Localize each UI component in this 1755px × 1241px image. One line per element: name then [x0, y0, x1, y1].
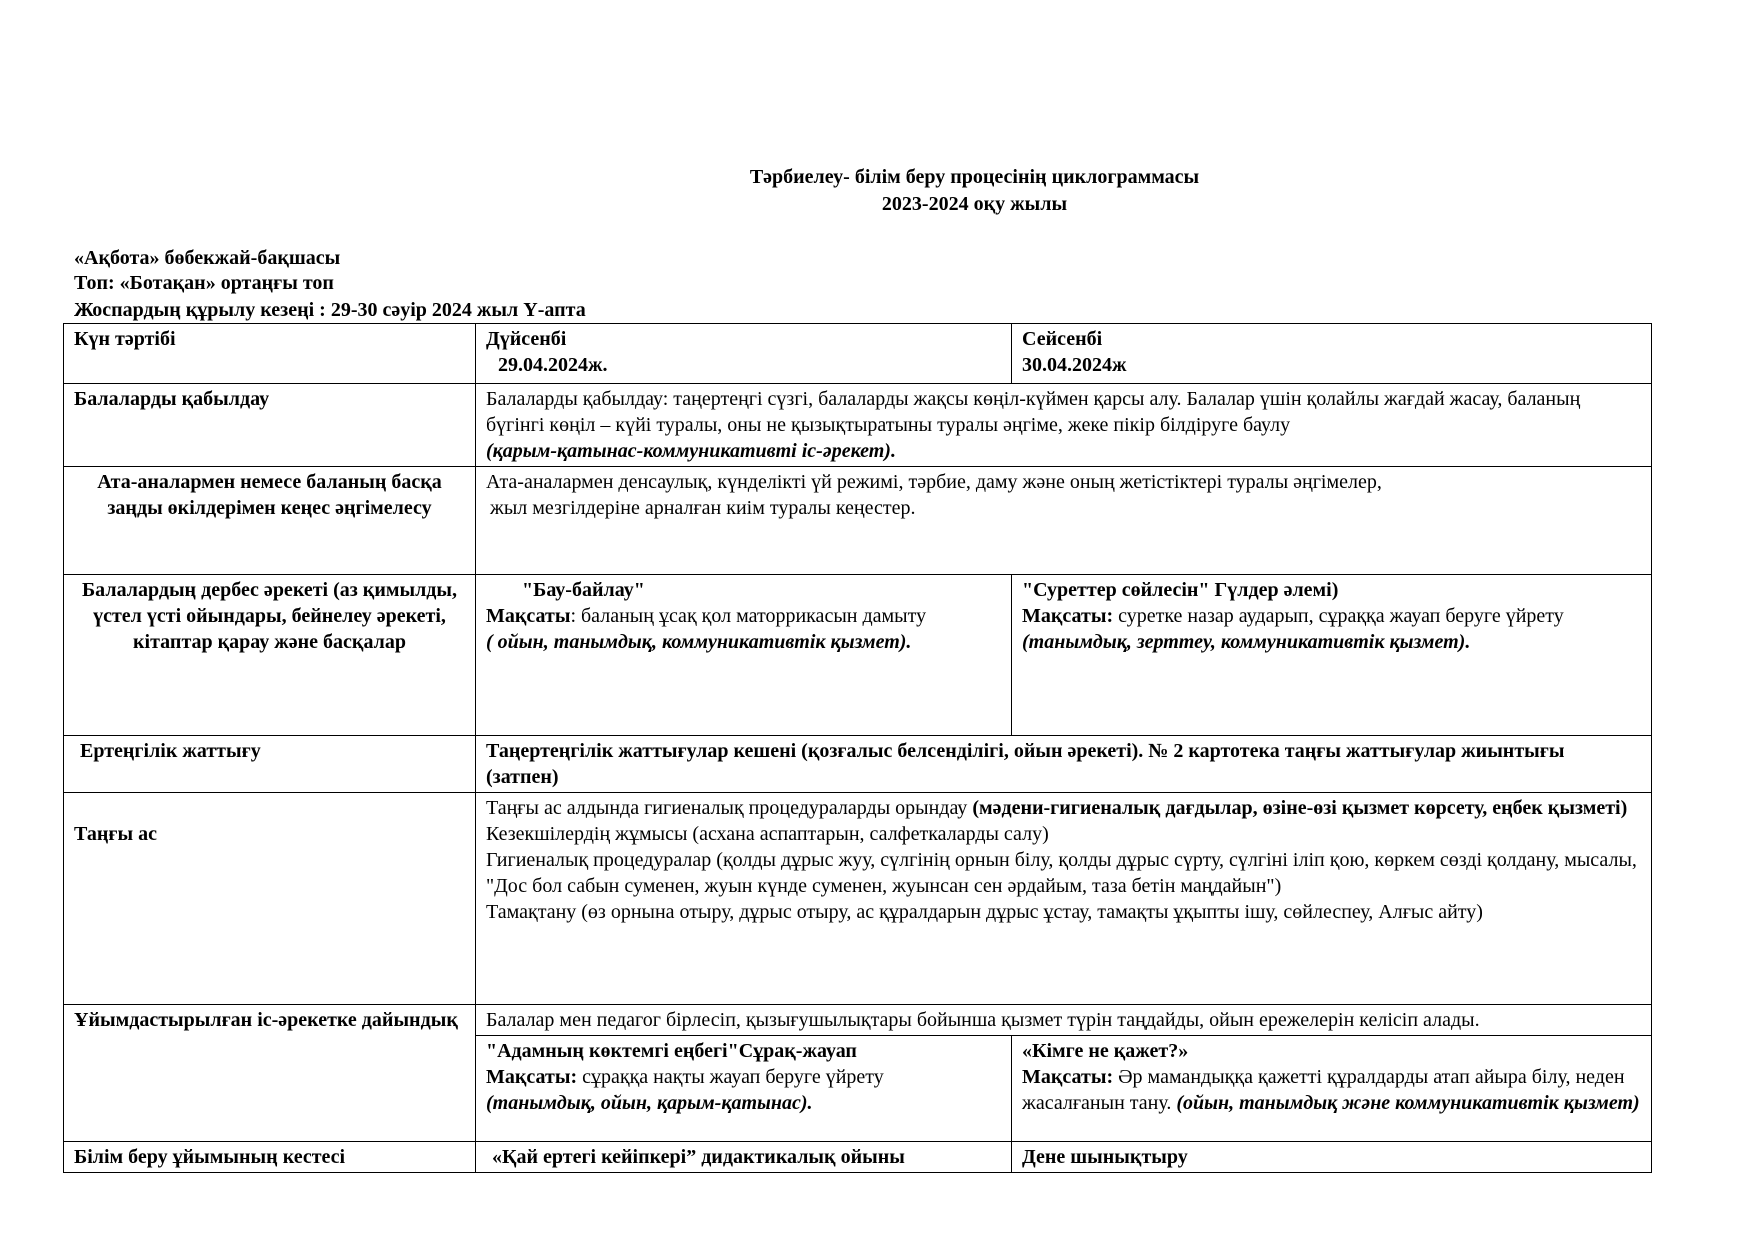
- goal-label: Мақсаты:: [1022, 605, 1114, 627]
- parents-line2: жыл мезгілдеріне арналған киім туралы кеңестер.: [490, 497, 916, 519]
- exercise-content: Таңертеңгілік жаттығулар кешені (қозғалыс белсенділігі, ойын әрекеті). № 2 картотека таңғы жаттығулар жиынтығы (затпен): [476, 736, 1652, 793]
- tuesday-label: Сейсенбі: [1022, 328, 1103, 350]
- preparation-monday: [476, 1036, 1012, 1142]
- preparation-tuesday-goal: [1022, 1064, 1641, 1116]
- breakfast-p3: Гигиеналық процедуралар (қолды дұрыс жуу, сүлгінің орнын білу, қолды дұрыс сүрту, сүлгіні іліп қою, көркем сөзді қолдану, мысалы, "Дос бол сабын суменен, жуын күнде суменен, жуынсан сен әрдайым, таза бетін маңдайын"): [486, 849, 1637, 897]
- breakfast-p1: [486, 795, 1641, 821]
- independent-monday-goal: [486, 603, 1001, 629]
- goal-text: Әр мамандыққа қажетті құралдарды атап айыра білу, неден жасалғанын тану.: [1022, 1066, 1625, 1114]
- table-row: [64, 384, 1652, 467]
- table-row: [64, 467, 1652, 575]
- parents-line1: Ата-аналармен денсаулық, күнделікті үй режимі, тәрбие, даму және оның жетістіктері туралы әңгімелер,: [486, 471, 1382, 493]
- header-daily-routine: Күн тәртібі: [64, 324, 476, 384]
- reception-content: [476, 384, 1652, 467]
- preparation-tuesday-title: «Кімге не қажет?»: [1022, 1040, 1189, 1062]
- preparation-monday-goal: [486, 1064, 1001, 1090]
- preparation-tuesday-activity: (ойын, танымдық және коммуникативтік қызмет): [1176, 1092, 1640, 1114]
- parents-label: Ата-аналармен немесе баланың басқа заңды өкілдерімен кеңес әңгімелесу: [64, 467, 476, 575]
- schedule-tuesday: Дене шынықтыру: [1012, 1142, 1652, 1173]
- monday-label: Дүйсенбі: [486, 328, 567, 350]
- independent-monday-title: "Бау-байлау": [522, 579, 645, 601]
- breakfast-p1-bold: (мәдени-гигиеналық дағдылар, өзіне-өзі қызмет көрсету, еңбек қызметі): [972, 797, 1628, 819]
- parents-content: [476, 467, 1652, 575]
- goal-label: Мақсаты:: [486, 1066, 578, 1088]
- independent-tuesday-goal: [1022, 603, 1641, 629]
- goal-label: Мақсаты: [486, 605, 571, 627]
- preparation-label: Ұйымдастырылған іс-әрекетке дайындық: [64, 1005, 476, 1142]
- breakfast-content: [476, 793, 1652, 1005]
- header-monday: [476, 324, 1012, 384]
- breakfast-label: Таңғы ас: [64, 793, 476, 1005]
- tuesday-date: 30.04.2024ж: [1022, 354, 1127, 376]
- reception-label: Балаларды қабылдау: [64, 384, 476, 467]
- independent-tuesday-activity: (танымдық, зерттеу, коммуникативтік қызмет).: [1022, 631, 1471, 653]
- schedule-monday: «Қай ертегі кейіпкері” дидактикалық ойыны: [476, 1142, 1012, 1173]
- independent-monday: [476, 575, 1012, 736]
- preparation-tuesday: [1012, 1036, 1652, 1142]
- table-row: [64, 793, 1652, 1005]
- exercise-label: Ертеңгілік жаттығу: [64, 736, 476, 793]
- goal-text: суретке назар аударып, сұраққа жауап беруге үйрету: [1113, 605, 1564, 627]
- independent-tuesday-title: "Суреттер сөйлесін" Гүлдер әлемі): [1022, 579, 1339, 601]
- reception-text: Балаларды қабылдау: таңертеңгі сүзгі, балаларды жақсы көңіл-күймен қарсы алу. Балалар үшін қолайлы жағдай жасау, баланың бүгінгі көңіл – күйі туралы, оны не қызықтыратыны туралы әңгіме, жеке пікір білдіруге баулу: [486, 388, 1581, 436]
- preparation-common: Балалар мен педагог бірлесіп, қызығушылықтары бойынша қызмет түрін таңдайды, ойын ережелерін келісіп алады.: [476, 1005, 1652, 1036]
- independent-monday-activity: ( ойын, танымдық, коммуникативтік қызмет).: [486, 631, 912, 653]
- table-row: [64, 575, 1652, 736]
- reception-activity: (қарым-қатынас-коммуникативті іс-әрекет).: [486, 440, 896, 462]
- breakfast-p2: Кезекшілердің жұмысы (асхана аспаптарын, салфеткаларды салу): [486, 823, 1049, 845]
- document-title: Тәрбиелеу- білім беру процесінің циклограммасы: [749, 166, 1200, 188]
- plan-period: Жоспардың құрылу кезеңі : 29-30 сәуір 2024 жыл Ү-апта: [74, 299, 586, 321]
- goal-label: Мақсаты:: [1022, 1066, 1114, 1088]
- breakfast-p1-text: Таңғы ас алдында гигиеналық процедураларды орындау: [486, 797, 973, 819]
- group-name: Топ: «Ботақан» ортаңғы топ: [74, 272, 334, 294]
- table-row: [64, 736, 1652, 793]
- schedule-label: Білім беру ұйымының кестесі: [64, 1142, 476, 1173]
- preparation-monday-title: "Адамның көктемгі еңбегі"Сұрақ-жауап: [486, 1040, 857, 1062]
- table-row: [64, 1142, 1652, 1173]
- independent-tuesday: [1012, 575, 1652, 736]
- header-tuesday: [1012, 324, 1652, 384]
- monday-date: 29.04.2024ж.: [498, 354, 608, 376]
- table-row: [64, 1005, 1652, 1036]
- cyclogram-table: [63, 323, 1652, 1173]
- breakfast-p4: Тамақтану (өз орнына отыру, дұрыс отыру, ас құралдарын дұрыс ұстау, тамақты ұқыпты ішу, сөйлеспеу, Алғыс айту): [486, 901, 1483, 923]
- preparation-monday-activity: (танымдық, ойын, қарым-қатынас).: [486, 1092, 813, 1114]
- kindergarten-name: «Ақбота» бөбекжай-бақшасы: [74, 247, 341, 269]
- goal-text: сұраққа нақты жауап беруге үйрету: [577, 1066, 884, 1088]
- table-header-row: [64, 324, 1652, 384]
- goal-text: : баланың ұсақ қол маторрикасын дамыту: [570, 605, 927, 627]
- independent-label: Балалардың дербес әрекеті (аз қимылды, үстел үсті ойындары, бейнелеу әрекеті, кітаптар қарау және басқалар: [64, 575, 476, 736]
- academic-year: 2023-2024 оқу жылы: [881, 193, 1068, 215]
